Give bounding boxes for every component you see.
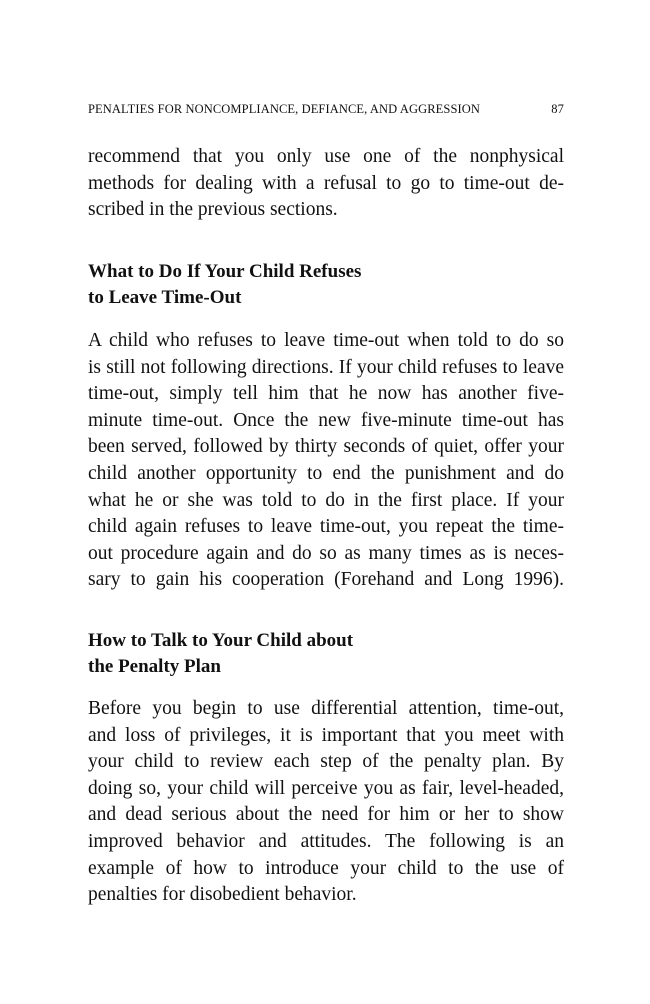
text-line: and dead serious about the need for him or her to show <box>88 804 564 826</box>
section-heading-refuses-to-leave <box>88 259 564 311</box>
text-line: sary to gain his cooperation (Forehand and Long 1996). <box>88 569 564 591</box>
paragraph-continued <box>88 144 564 224</box>
text-line: doing so, your child will perceive you as fair, level-headed, <box>88 777 564 799</box>
heading-line: the Penalty Plan <box>88 656 221 677</box>
text-line: recommend that you only use one of the nonphysical <box>88 146 564 167</box>
text-line: your child to review each step of the penalty plan. By <box>88 751 564 773</box>
text-line: out procedure again and do so as many times as is neces- <box>88 542 564 564</box>
text-line: A child who refuses to leave time-out when told to do so <box>88 330 564 351</box>
page-number: 87 <box>551 102 564 116</box>
text-line: penalties for disobedient behavior. <box>88 884 357 906</box>
text-line: is still not following directions. If your child refuses to leave <box>88 356 564 378</box>
section-heading-penalty-plan <box>88 628 564 680</box>
running-title: PENALTIES FOR NONCOMPLIANCE, DEFIANCE, AND AGGRESSION <box>88 102 481 116</box>
text-line: example of how to introduce your child to the use of <box>88 857 564 879</box>
text-line: improved behavior and attitudes. The following is an <box>88 830 564 852</box>
text-line: child another opportunity to end the punishment and do <box>88 462 564 484</box>
text-line: been served, followed by thirty seconds of quiet, offer your <box>88 436 564 458</box>
text-line: scribed in the previous sections. <box>88 199 338 221</box>
text-line: and loss of privileges, it is important that you meet with <box>88 724 564 746</box>
text-line: time-out, simply tell him that he now has another five- <box>88 383 564 405</box>
heading-line: What to Do If Your Child Refuses <box>88 261 362 282</box>
text-line: child again refuses to leave time-out, you repeat the time- <box>88 516 564 538</box>
text-line: Before you begin to use differential attention, time-out, <box>88 698 564 719</box>
text-line: minute time-out. Once the new five-minute time-out has <box>88 409 564 431</box>
paragraph-penalty-plan <box>88 696 564 909</box>
heading-line: How to Talk to Your Child about <box>88 630 354 651</box>
text-line: what he or she was told to do in the first place. If your <box>88 489 564 511</box>
paragraph-refuses-to-leave <box>88 328 564 594</box>
running-header <box>88 102 564 117</box>
heading-line: to Leave Time-Out <box>88 287 242 308</box>
text-line: methods for dealing with a refusal to go to time-out de- <box>88 172 564 194</box>
